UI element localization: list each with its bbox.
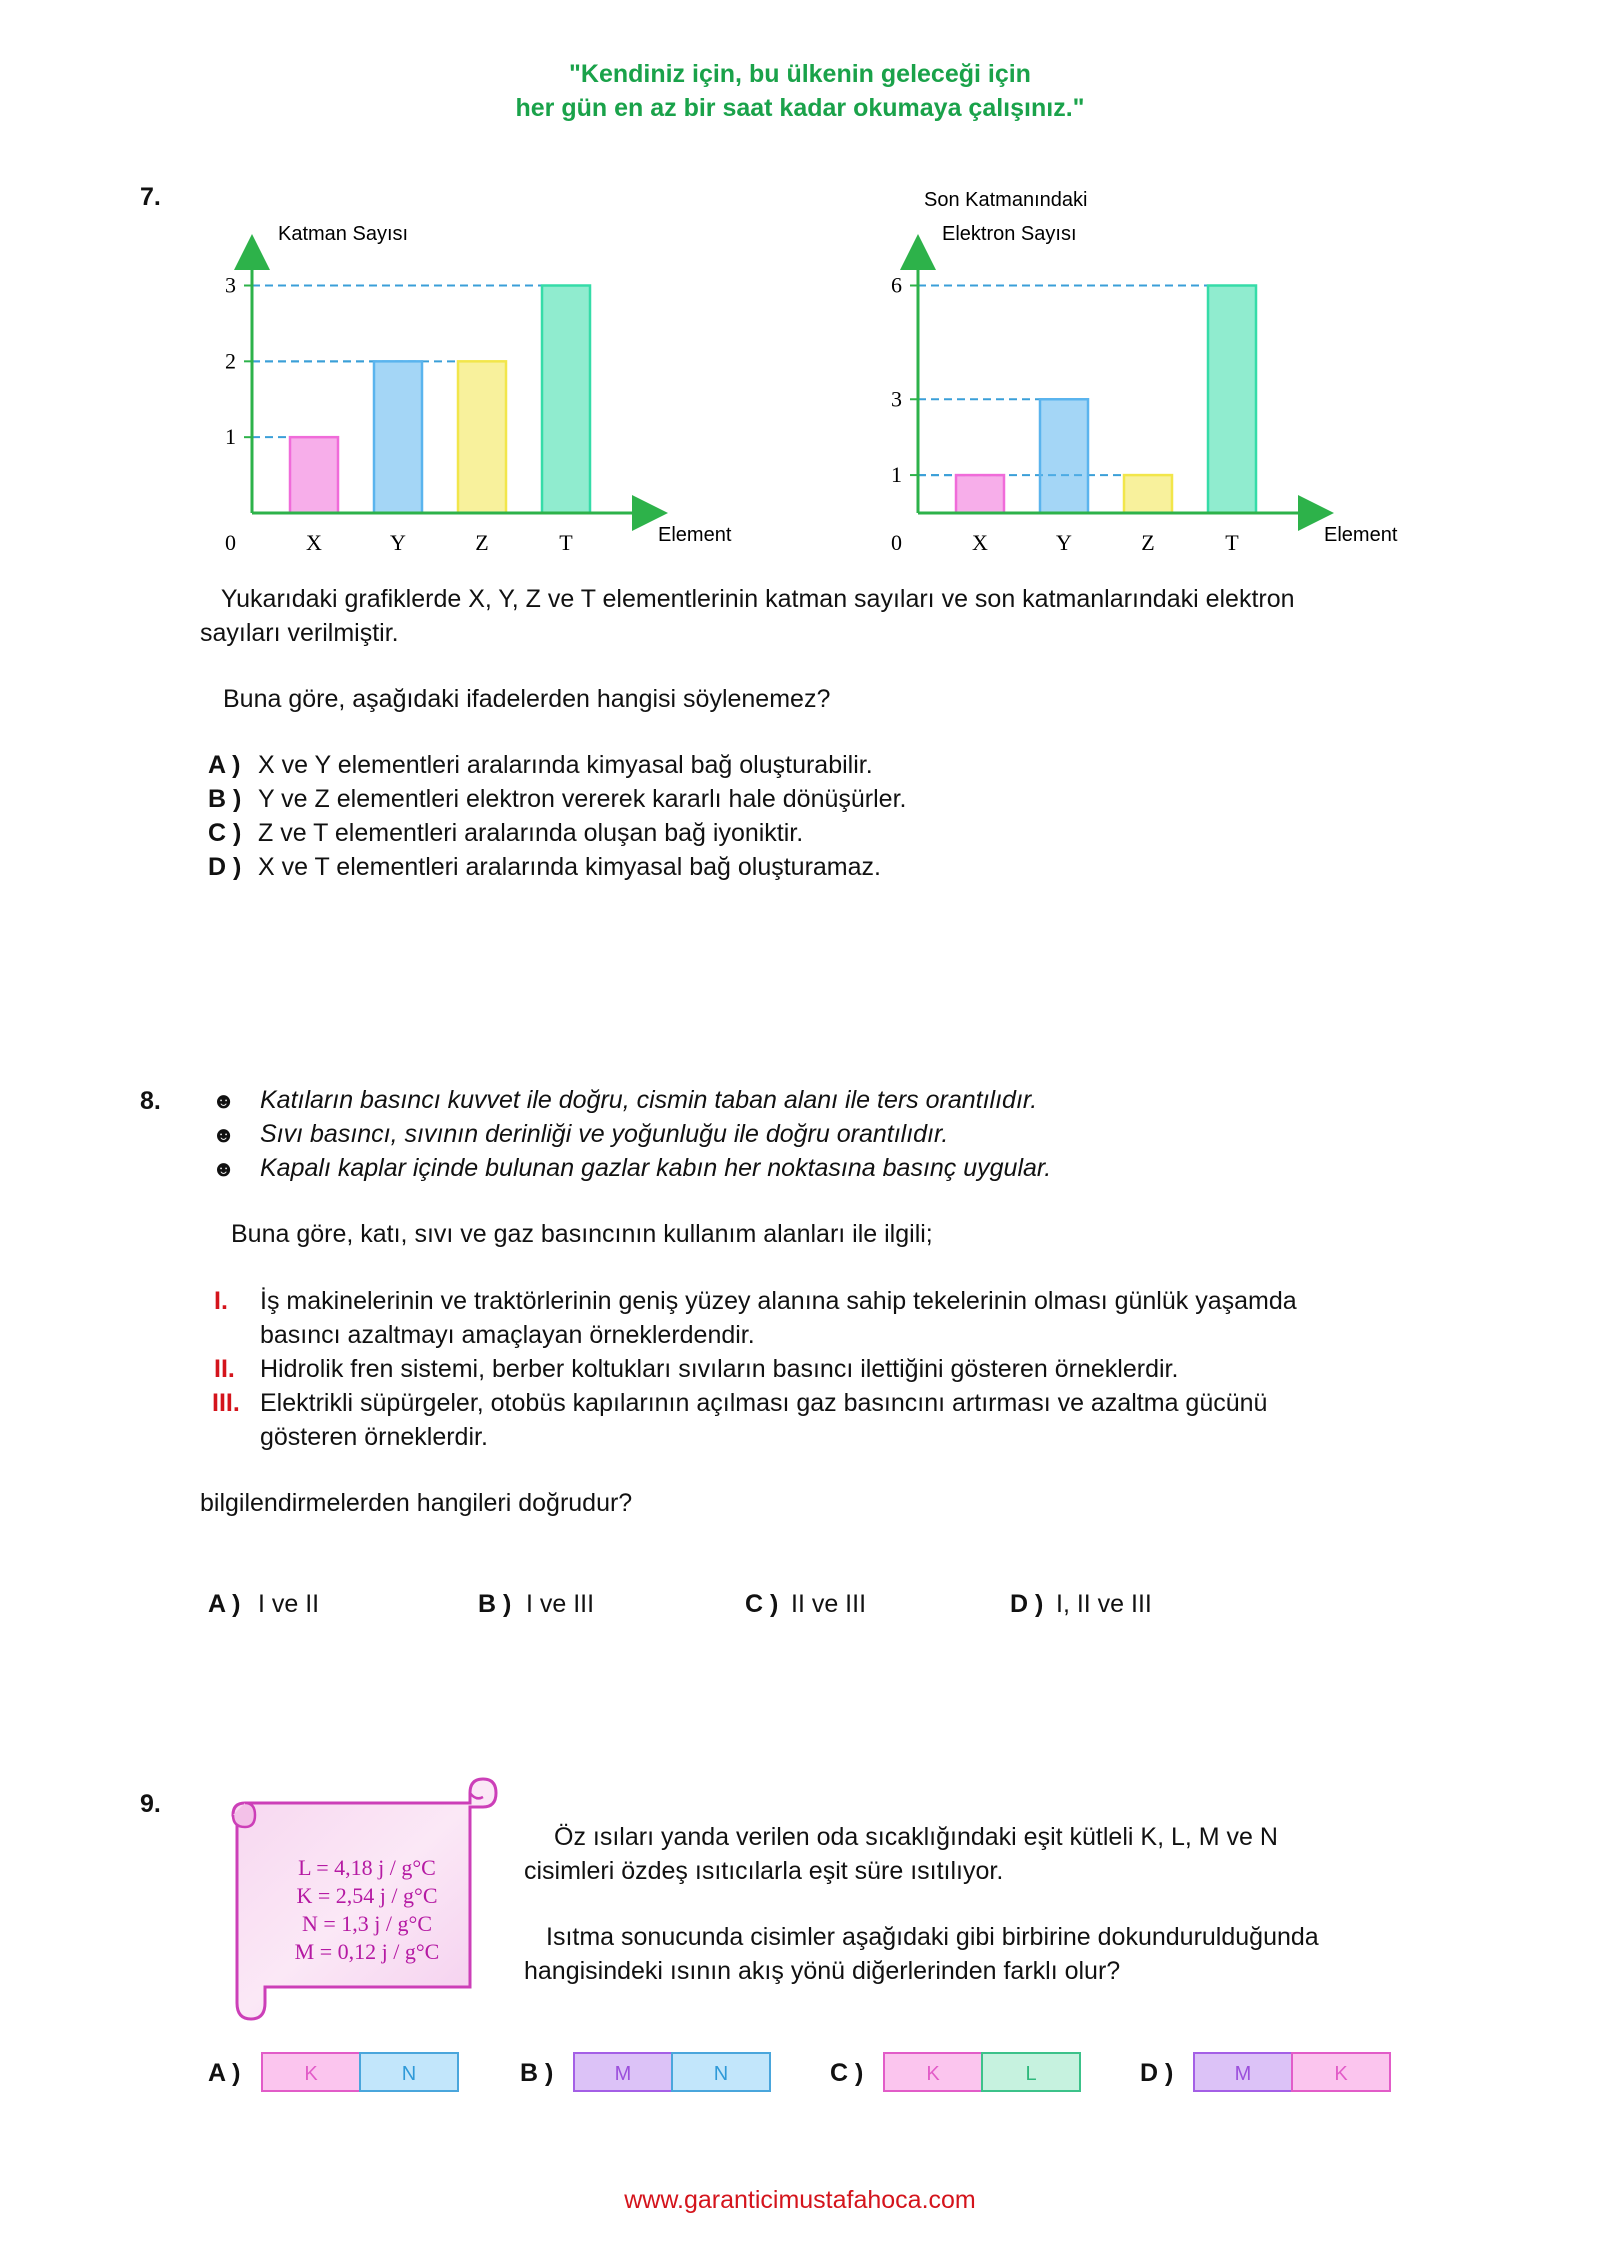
option-letter: C ) — [208, 819, 242, 847]
q9-text-line-2: cisimleri özdeş ısıtıcılarla eşit süre ısıtılıyor. — [524, 1857, 1004, 1885]
chart-katman-sayisi — [200, 210, 740, 570]
y-tick-label: 6 — [891, 272, 902, 298]
q9-option-b[interactable] — [520, 2053, 772, 2095]
y-tick-label: 2 — [225, 348, 236, 374]
bar-z — [1124, 475, 1172, 513]
q8-bullet-1: ☻ Katıların basıncı kuvvet ile doğru, cismin taban alanı ile ters orantılıdır. — [212, 1083, 1037, 1118]
y-tick-label: 3 — [891, 386, 902, 412]
option-text: X ve Y elementleri aralarında kimyasal bağ oluşturabilir. — [258, 751, 873, 779]
q9-text-line-1: Öz ısıları yanda verilen oda sıcaklığındaki eşit kütleli K, L, M ve N — [554, 1823, 1278, 1851]
bar-y — [374, 361, 422, 513]
category-label: Y — [1056, 530, 1072, 555]
option-letter: B ) — [208, 785, 242, 813]
q8-bullet-2: ☻ Sıvı basıncı, sıvının derinliği ve yoğunluğu ile doğru orantılıdır. — [212, 1117, 948, 1152]
bar-y — [1040, 399, 1088, 513]
y-tick-label: 3 — [225, 272, 236, 298]
q9-text-line-3: Isıtma sonucunda cisimler aşağıdaki gibi birbirine dokundurulduğunda — [546, 1923, 1319, 1951]
q7-text-line-2: sayıları verilmiştir. — [200, 619, 399, 647]
body-label: N — [401, 2063, 417, 2085]
q9-option-a[interactable] — [208, 2053, 460, 2095]
smiley-bullet-icon: ☻ — [212, 1156, 236, 1181]
q8-statement-1-line-2: basıncı azaltmayı amaçlayan örneklerdendir. — [260, 1321, 755, 1349]
origin-label: 0 — [225, 530, 236, 555]
q8-option-b[interactable]: B ) I ve III — [478, 1590, 595, 1618]
bar-x — [956, 475, 1004, 513]
bar-x — [290, 437, 338, 513]
option-text: Y ve Z elementleri elektron vererek kararlı hale dönüşürler. — [258, 785, 907, 813]
q7-option-b[interactable] — [208, 782, 906, 816]
footer-url[interactable]: www.garanticimustafahoca.com — [624, 2186, 976, 2214]
body-label: N — [713, 2063, 729, 2085]
q8-option-d[interactable]: D ) I, II ve III — [1010, 1590, 1152, 1618]
scroll-line-k: K = 2,54 j / g°C — [296, 1883, 438, 1908]
y-axis-label-line-1: Son Katmanındaki — [924, 189, 1088, 211]
q8-statement-3-line-2: gösteren örneklerdir. — [260, 1423, 488, 1451]
q9-option-c[interactable] — [830, 2053, 1082, 2095]
origin-label: 0 — [891, 530, 902, 555]
q7-question: Buna göre, aşağıdaki ifadelerden hangisi söylenemez? — [223, 685, 831, 713]
q9-text-line-4: hangisindeki ısının akış yönü diğerlerinden farklı olur? — [524, 1957, 1121, 1985]
smiley-bullet-icon: ☻ — [212, 1122, 236, 1147]
option-letter: A ) — [208, 751, 241, 779]
option-letter: B ) — [520, 2058, 554, 2087]
motto-line-2: her gün en az bir saat kadar okumaya çalışınız." — [515, 94, 1085, 122]
scroll-specific-heats — [215, 1775, 500, 2025]
body-label: L — [1025, 2063, 1037, 2085]
q9-option-d[interactable] — [1140, 2053, 1392, 2095]
q8-intro: Buna göre, katı, sıvı ve gaz basıncının kullanım alanları ile ilgili; — [231, 1220, 933, 1248]
q7-option-c[interactable] — [208, 816, 803, 850]
x-axis-label: Element — [1324, 524, 1398, 546]
body-label: K — [1334, 2063, 1348, 2085]
chart-elektron-sayisi — [866, 180, 1406, 570]
q8-option-c[interactable]: C ) II ve III — [745, 1590, 867, 1618]
option-text: X ve T elementleri aralarında kimyasal bağ oluşturamaz. — [258, 853, 881, 881]
touching-bodies — [260, 2051, 460, 2093]
q7-text-line-1: Yukarıdaki grafiklerde X, Y, Z ve T elementlerinin katman sayıları ve son katmanlarındaki elektron — [220, 585, 1295, 613]
option-letter: D ) — [1140, 2058, 1174, 2087]
q8-question: bilgilendirmelerden hangileri doğrudur? — [200, 1489, 633, 1517]
y-tick-label: 1 — [225, 424, 236, 450]
bar-t — [542, 286, 590, 514]
bar-t — [1208, 286, 1256, 514]
option-letter: C ) — [830, 2058, 864, 2087]
option-text: Z ve T elementleri aralarında oluşan bağ iyoniktir. — [258, 819, 804, 847]
q7-option-d[interactable] — [208, 850, 881, 884]
x-axis-label: Element — [658, 524, 732, 546]
category-label: T — [1225, 530, 1239, 555]
q8-statement-2: II. Hidrolik fren sistemi, berber koltukları sıvıların basıncı ilettiğini gösteren örneklerdir. — [214, 1355, 1179, 1383]
touching-bodies — [1192, 2051, 1392, 2093]
category-label: T — [559, 530, 573, 555]
q8-statement-1: I. İş makinelerinin ve traktörlerinin geniş yüzey alanına sahip tekelerinin olması günlük yaşamda — [214, 1287, 1297, 1315]
category-label: X — [306, 530, 322, 555]
bar-z — [458, 361, 506, 513]
y-axis-label-line-2: Elektron Sayısı — [942, 223, 1077, 245]
motto-line-1: "Kendiniz için, bu ülkenin geleceği için — [569, 60, 1031, 88]
body-label: M — [614, 2063, 632, 2085]
touching-bodies — [572, 2051, 772, 2093]
category-label: Z — [1141, 530, 1155, 555]
q8-statement-3: III. Elektrikli süpürgeler, otobüs kapılarının açılması gaz basıncını artırması ve azaltma gücünü — [212, 1389, 1268, 1417]
scroll-line-m: M = 0,12 j / g°C — [294, 1939, 440, 1964]
scroll-line-l: L = 4,18 j / g°C — [298, 1855, 436, 1880]
q8-bullet-3: ☻ Kapalı kaplar içinde bulunan gazlar kabın her noktasına basınç uygular. — [212, 1151, 1051, 1186]
body-label: K — [926, 2063, 940, 2085]
y-axis-label: Katman Sayısı — [278, 223, 409, 245]
question-7-number: 7. — [140, 183, 161, 211]
body-label: K — [304, 2063, 318, 2085]
option-letter: D ) — [208, 853, 242, 881]
scroll-line-n: N = 1,3 j / g°C — [302, 1911, 432, 1936]
category-label: Y — [390, 530, 406, 555]
q8-option-a[interactable]: A ) I ve II — [208, 1590, 320, 1618]
smiley-bullet-icon: ☻ — [212, 1088, 236, 1113]
category-label: Z — [475, 530, 489, 555]
body-label: M — [1234, 2063, 1252, 2085]
touching-bodies — [882, 2051, 1082, 2093]
y-tick-label: 1 — [891, 462, 902, 488]
question-9-number: 9. — [140, 1790, 161, 1818]
option-letter: A ) — [208, 2058, 241, 2087]
q7-option-a[interactable] — [208, 748, 873, 782]
question-8-number: 8. — [140, 1087, 161, 1115]
category-label: X — [972, 530, 988, 555]
